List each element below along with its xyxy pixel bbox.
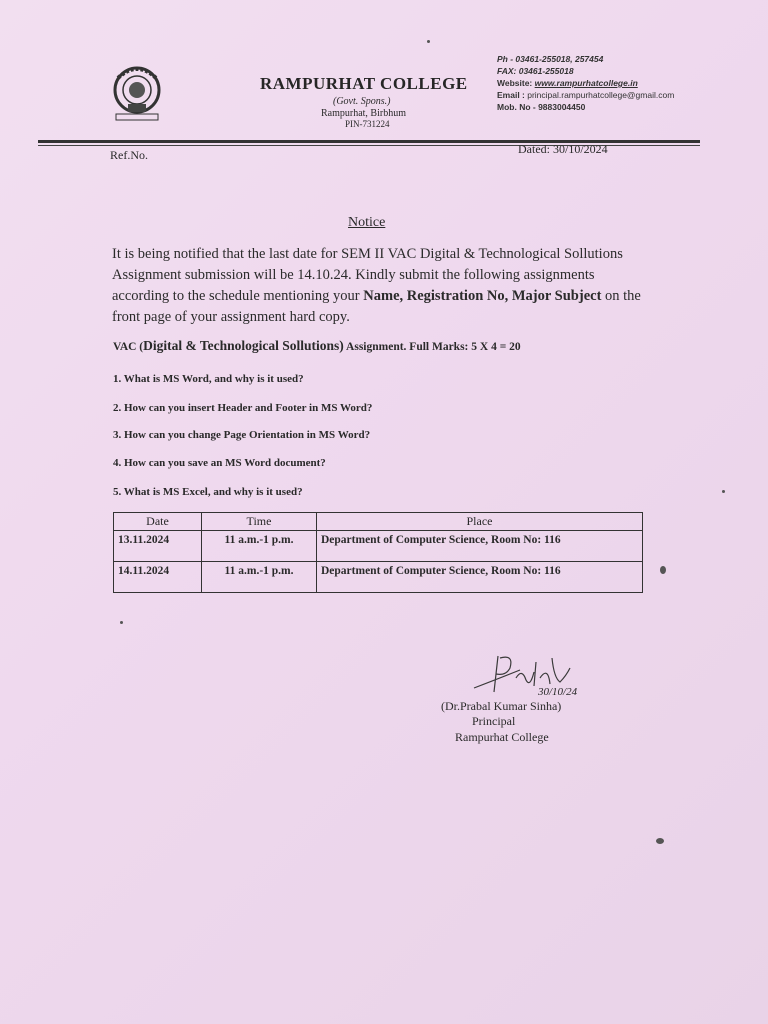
- cell-place: Department of Computer Science, Room No: 116: [317, 531, 643, 562]
- table-header-row: [114, 513, 643, 531]
- cell-place: Department of Computer Science, Room No: 116: [317, 562, 643, 593]
- header-time: Time: [202, 513, 317, 531]
- signer-institution: Rampurhat College: [455, 730, 549, 744]
- vac-suffix: Assignment. Full Marks: 5 X 4 = 20: [343, 341, 521, 353]
- question-3: 3. How can you change Page Orientation in MS Word?: [113, 429, 371, 441]
- para-text-1: It is being notified that the last date for SEM II VAC Digital & Technological Sollutions Assignment submission will be 14.10.24. Kindly submit the following assignments according to the schedule mentioning your: [112, 246, 623, 304]
- vac-heading: [113, 338, 521, 354]
- para-bold: Name, Registration No, Major Subject: [363, 288, 602, 304]
- email-line: [497, 89, 674, 101]
- header-place: Place: [317, 513, 643, 531]
- header-date: Date: [114, 513, 202, 531]
- mobile: Mob. No - 9883004450: [497, 102, 586, 112]
- table-row: [114, 531, 643, 562]
- college-address: Rampurhat, Birbhum: [321, 108, 406, 119]
- para-text-2: on the front page of your assignment hard copy.: [112, 288, 641, 325]
- vac-title: Digital & Technological Sollutions): [143, 338, 344, 353]
- signature-scribble: [470, 648, 600, 700]
- notice-paragraph: [112, 244, 642, 328]
- email-label: Email :: [497, 90, 528, 100]
- govt-sponsored: (Govt. Spons.): [333, 96, 391, 107]
- website-line: [497, 77, 674, 89]
- scan-speck: [722, 490, 725, 493]
- phone: Ph - 03461-255018, 257454: [497, 54, 604, 64]
- question-2: 2. How can you insert Header and Footer in MS Word?: [113, 402, 373, 414]
- signer-designation: Principal: [472, 714, 516, 728]
- contact-block: [497, 53, 674, 113]
- scan-speck: [120, 621, 123, 624]
- email-link[interactable]: principal.rampurhatcollege@gmail.com: [527, 90, 675, 100]
- question-1: 1. What is MS Word, and why is it used?: [113, 373, 304, 385]
- cell-time: 11 a.m.-1 p.m.: [202, 531, 317, 562]
- dated: Dated: 30/10/2024: [518, 142, 608, 156]
- ref-no: Ref.No.: [110, 148, 148, 162]
- fax: FAX: 03461-255018: [497, 66, 574, 76]
- website-link[interactable]: www.rampurhatcollege.in: [534, 78, 638, 88]
- cell-date: 13.11.2024: [114, 531, 202, 562]
- schedule-table: [113, 512, 643, 593]
- question-5: 5. What is MS Excel, and why is it used?: [113, 486, 303, 498]
- scan-speck: [660, 566, 666, 574]
- college-pin: PIN-731224: [345, 119, 390, 129]
- college-logo: [108, 62, 166, 124]
- table-row: [114, 562, 643, 593]
- cell-time: 11 a.m.-1 p.m.: [202, 562, 317, 593]
- question-4: 4. How can you save an MS Word document?: [113, 457, 326, 469]
- website-label: Website:: [497, 78, 535, 88]
- vac-prefix: VAC (: [113, 341, 144, 353]
- college-name: RAMPURHAT COLLEGE: [260, 74, 468, 93]
- notice-title: Notice: [348, 215, 386, 230]
- scan-speck: [656, 838, 664, 844]
- signer-name: (Dr.Prabal Kumar Sinha): [441, 699, 562, 713]
- scan-speck: [427, 40, 430, 43]
- signature-date: 30/10/24: [538, 686, 578, 698]
- cell-date: 14.11.2024: [114, 562, 202, 593]
